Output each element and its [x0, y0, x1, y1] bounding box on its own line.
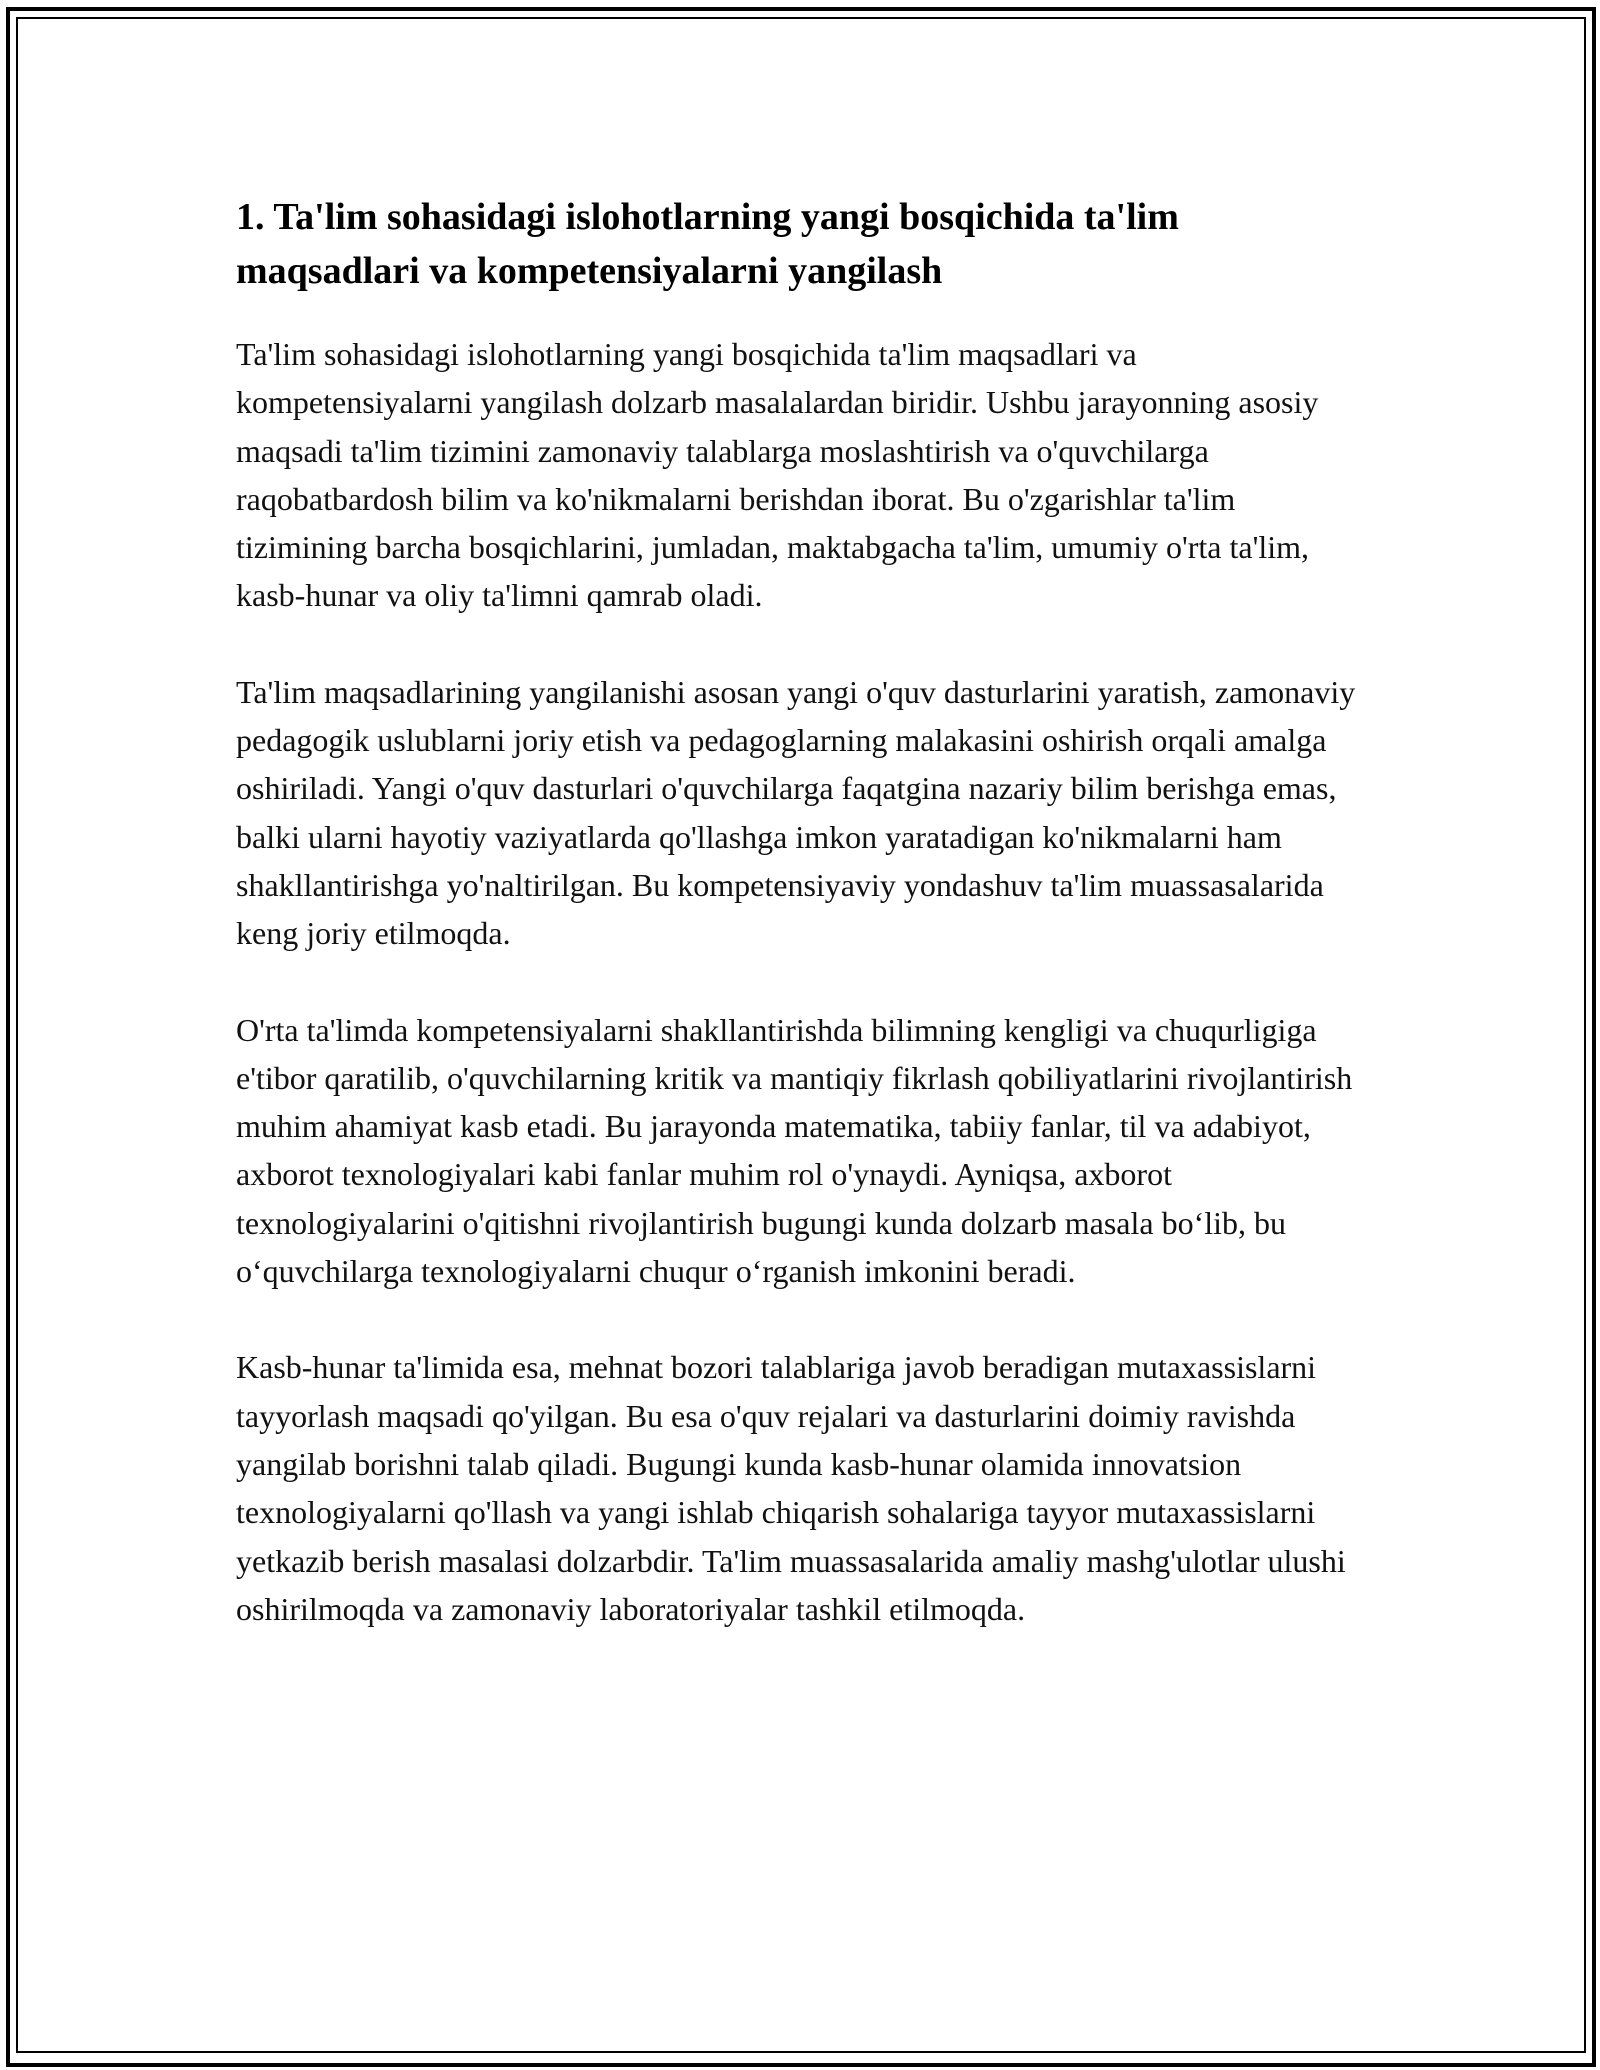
paragraph-4: Kasb-hunar ta'limida esa, mehnat bozori talablariga javob beradigan mutaxassislarni tayyorlash maqsadi qo'yilgan. Bu esa o'quv rejalari va dasturlarini doimiy ravishda yangilab borishni talab qiladi. Bugungi kunda kasb-hunar olamida innovatsion texnologiyalarni qo'llash va yangi ishlab chiqarish sohalariga tayyor mutaxassislarni yetkazib berish masalasi dolzarbdir. Ta'lim muassasalarida amaliy mashg'ulotlar ulushi oshirilmoqda va zamonaviy laboratoriyalar tashkil etilmoqda. [236, 1349, 1346, 1627]
paragraph-2: Ta'lim maqsadlarining yangilanishi asosan yangi o'quv dasturlarini yaratish, zamonaviy pedagogik uslublarni joriy etish va pedagoglarning malakasini oshirish orqali amalga oshiriladi. Yangi o'quv dasturlari o'quvchilarga faqatgina nazariy bilim berishga emas, balki ularni hayotiy vaziyatlarda qo'llashga imkon yaratadigan ko'nikmalarni ham shakllantirishga yo'naltirilgan. Bu kompetensiyaviy yondashuv ta'lim muassasalarida keng joriy etilmoqda. [236, 673, 1356, 952]
section-heading: 1. Ta'lim sohasidagi islohotlarning yangi bosqichida ta'lim maqsadlari va kompetensiyalarni yangilash [236, 196, 1179, 292]
paragraph-3: O'rta ta'limda kompetensiyalarni shakllantirishda bilimning kengligi va chuqurligiga e'tibor qaratilib, o'quvchilarning kritik va mantiqiy fikrlash qobiliyatlarini rivojlantirish muhim ahamiyat kasb etadi. Bu jarayonda matematika, tabiiy fanlar, til va adabiyot, axborot texnologiyalari kabi fanlar muhim rol o'ynaydi. Ayniqsa, axborot texnologiyalarini o'qitishni rivojlantirish bugungi kunda dolzarb masala bo‘lib, bu o‘quvchilarga texnologiyalarni chuqur o‘rganish imkonini beradi. [236, 1011, 1353, 1290]
paragraph-1: Ta'lim sohasidagi islohotlarning yangi bosqichida ta'lim maqsadlari va kompetensiyalarni yangilash dolzarb masalalardan biridir. Ushbu jarayonning asosiy maqsadi ta'lim tizimini zamonaviy talablarga moslashtirish va o'quvchilarga raqobatbardosh bilim va ko'nikmalarni berishdan iborat. Bu o'zgarishlar ta'lim tizimining barcha bosqichlarini, jumladan, maktabgacha ta'lim, umumiy o'rta ta'lim, kasb-hunar va oliy ta'limni qamrab oladi. [236, 336, 1319, 614]
document-body [236, 190, 1364, 1681]
